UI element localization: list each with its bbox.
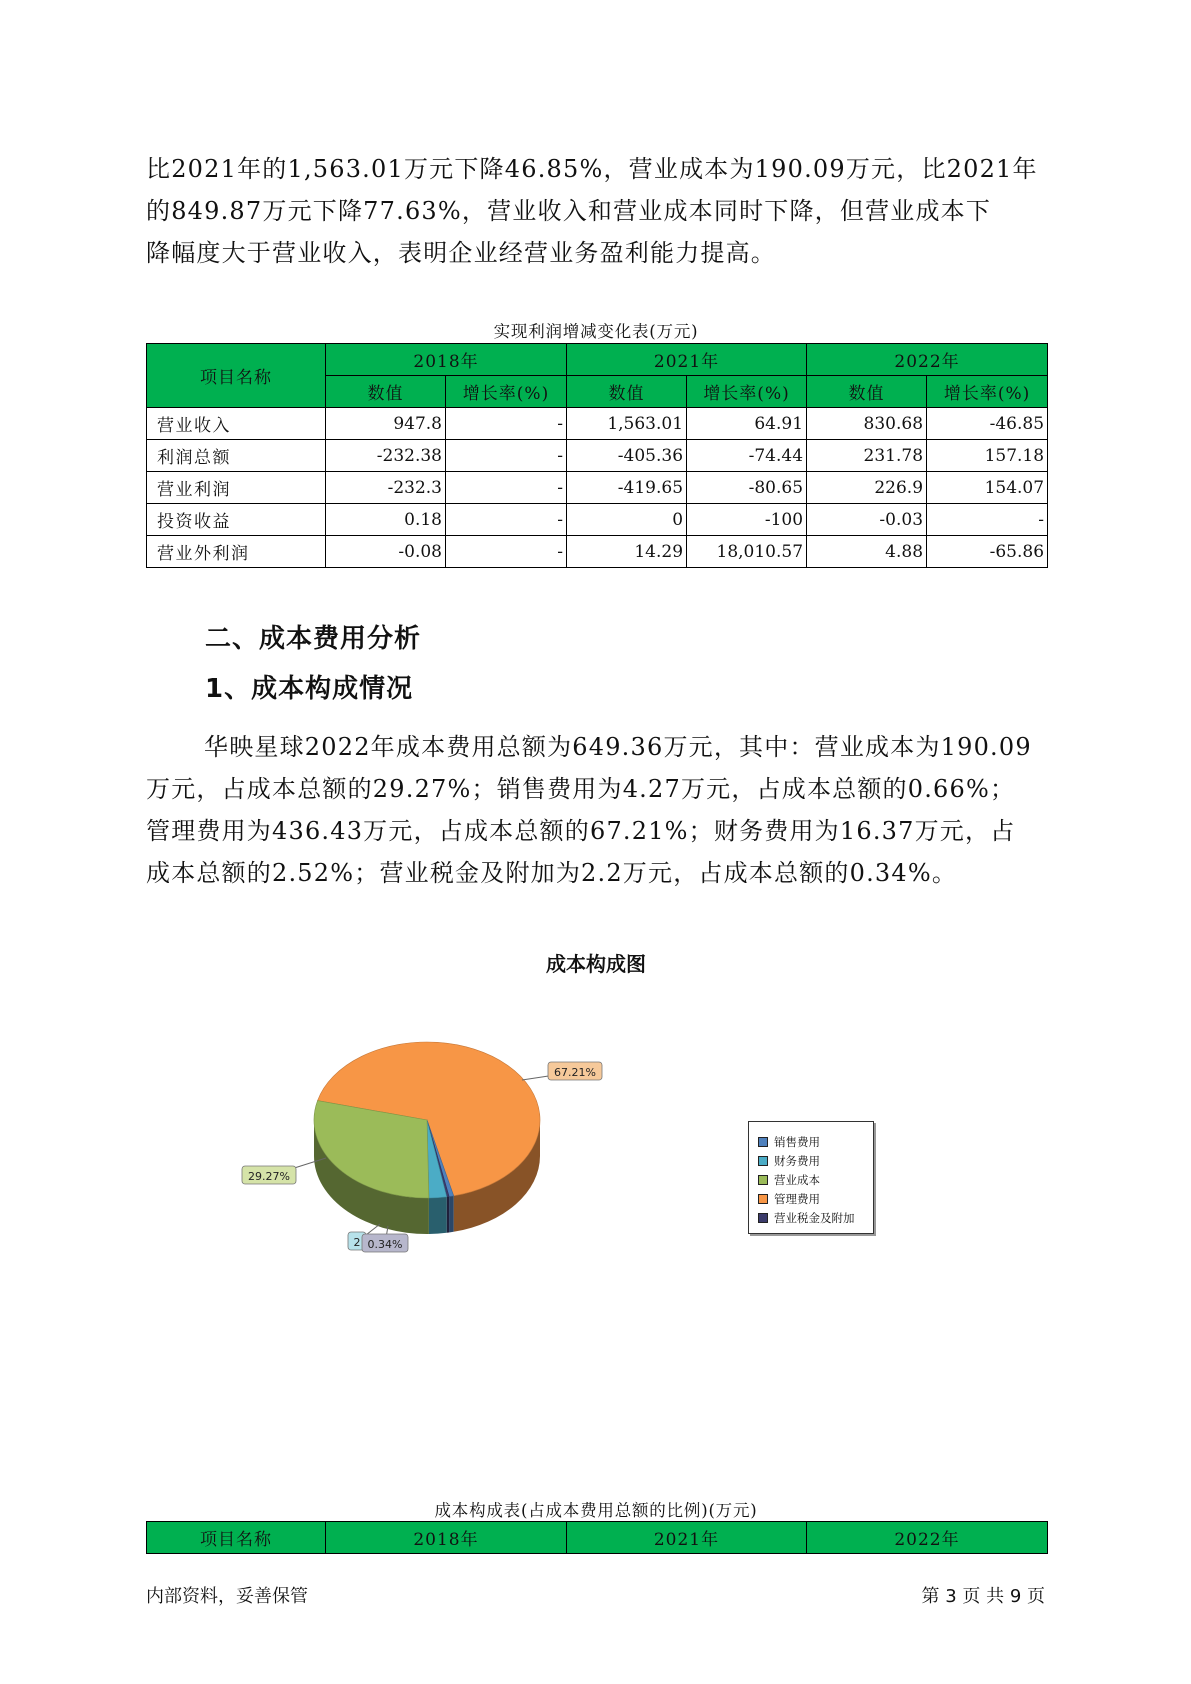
legend-label: 销售费用 — [774, 1134, 820, 1149]
sub-heading: 1、成本构成情况 — [205, 674, 414, 704]
table-row — [147, 408, 1048, 440]
table-cell: 154.07 — [927, 472, 1048, 504]
table-cell: -232.38 — [326, 440, 446, 472]
table-row — [147, 472, 1048, 504]
footer-left: 内部资料，妥善保管 — [146, 1586, 308, 1607]
text-line: 降幅度大于营业收入，表明企业经营业务盈利能力提高。 — [146, 239, 776, 267]
legend-item — [749, 1189, 873, 1208]
table-cell: -65.86 — [927, 536, 1048, 568]
legend-swatch — [758, 1213, 768, 1223]
table-cell: -405.36 — [567, 440, 687, 472]
table-row — [147, 440, 1048, 472]
legend-swatch — [758, 1156, 768, 1166]
header-item-name: 项目名称 — [147, 344, 326, 408]
legend-label: 营业成本 — [774, 1172, 820, 1187]
legend-label: 财务费用 — [774, 1153, 820, 1168]
header-rate: 增长率(%) — [446, 376, 567, 408]
table-cell: 14.29 — [567, 536, 687, 568]
header-year: 2018年 — [326, 344, 567, 376]
table-cell: -0.08 — [326, 536, 446, 568]
legend-item — [749, 1132, 873, 1151]
legend-swatch — [758, 1175, 768, 1185]
table-cell: 0.18 — [326, 504, 446, 536]
table-cell: -419.65 — [567, 472, 687, 504]
table-cell: - — [446, 472, 567, 504]
data-label: 0.34% — [367, 1238, 403, 1251]
table-row — [147, 504, 1048, 536]
table-cell: 947.8 — [326, 408, 446, 440]
table-cell: 226.9 — [807, 472, 927, 504]
header-item-name: 项目名称 — [147, 1522, 326, 1554]
legend-item — [749, 1151, 873, 1170]
header-year: 2022年 — [807, 344, 1048, 376]
header-rate: 增长率(%) — [927, 376, 1048, 408]
table-cell: 1,563.01 — [567, 408, 687, 440]
text-line: 管理费用为436.43万元，占成本总额的67.21%；财务费用为16.37万元，占 — [146, 817, 1016, 845]
chart-title: 成本构成图 — [546, 952, 646, 976]
legend-swatch — [758, 1194, 768, 1204]
section-heading: 二、成本费用分析 — [205, 624, 422, 654]
table-cell: 4.88 — [807, 536, 927, 568]
legend-swatch — [758, 1137, 768, 1147]
data-label: 2 — [353, 1236, 361, 1249]
table-cell: -74.44 — [687, 440, 807, 472]
header-value: 数值 — [567, 376, 687, 408]
text-line: 比2021年的1,563.01万元下降46.85%，营业成本为190.09万元，比2021年 — [146, 155, 1038, 183]
pie-slice-side — [447, 1196, 449, 1232]
profit-table — [146, 343, 1048, 568]
pie-slice-side — [429, 1197, 447, 1234]
table-cell: - — [446, 440, 567, 472]
table-row — [147, 536, 1048, 568]
header-value: 数值 — [807, 376, 927, 408]
table-cell: 830.68 — [807, 408, 927, 440]
row-label: 营业利润 — [147, 472, 326, 504]
table-cell: 231.78 — [807, 440, 927, 472]
text-line: 的849.87万元下降77.63%，营业收入和营业成本同时下降，但营业成本下 — [146, 197, 992, 225]
header-year: 2018年 — [326, 1522, 567, 1554]
legend-label: 营业税金及附加 — [774, 1210, 855, 1225]
data-label: 67.21% — [554, 1066, 596, 1079]
text-line: 成本总额的2.52%；营业税金及附加为2.2万元，占成本总额的0.34%。 — [146, 859, 958, 887]
profit-table-caption: 实现利润增减变化表(万元) — [493, 322, 699, 341]
table-cell: - — [927, 504, 1048, 536]
text-line: 万元，占成本总额的29.27%；销售费用为4.27万元，占成本总额的0.66%； — [146, 775, 1016, 803]
table-cell: 157.18 — [927, 440, 1048, 472]
cost-table — [146, 1521, 1048, 1554]
page-number: 第 3 页 共 9 页 — [921, 1586, 1045, 1607]
data-label: 29.27% — [248, 1170, 290, 1183]
pie-slice-side — [449, 1196, 454, 1233]
header-year: 2022年 — [807, 1522, 1048, 1554]
chart-legend — [748, 1121, 874, 1234]
legend-item — [749, 1208, 873, 1227]
row-label: 营业收入 — [147, 408, 326, 440]
text-line: 华映星球2022年成本费用总额为649.36万元，其中：营业成本为190.09 — [204, 733, 1032, 761]
table-cell: 64.91 — [687, 408, 807, 440]
table-cell: 0 — [567, 504, 687, 536]
table-cell: - — [446, 536, 567, 568]
table-cell: -80.65 — [687, 472, 807, 504]
row-label: 营业外利润 — [147, 536, 326, 568]
header-year: 2021年 — [567, 344, 807, 376]
table-cell: -0.03 — [807, 504, 927, 536]
cost-table-caption: 成本构成表(占成本费用总额的比例)(万元) — [434, 1501, 758, 1520]
row-label: 利润总额 — [147, 440, 326, 472]
header-rate: 增长率(%) — [687, 376, 807, 408]
table-cell: - — [446, 408, 567, 440]
intro-paragraph — [146, 148, 1046, 274]
header-value: 数值 — [326, 376, 446, 408]
legend-item — [749, 1170, 873, 1189]
cost-paragraph — [146, 726, 1046, 894]
pie-chart — [230, 1040, 650, 1270]
table-cell: 18,010.57 — [687, 536, 807, 568]
legend-label: 管理费用 — [774, 1191, 820, 1206]
table-cell: -100 — [687, 504, 807, 536]
table-cell: - — [446, 504, 567, 536]
table-cell: -232.3 — [326, 472, 446, 504]
header-year: 2021年 — [567, 1522, 807, 1554]
table-cell: -46.85 — [927, 408, 1048, 440]
row-label: 投资收益 — [147, 504, 326, 536]
